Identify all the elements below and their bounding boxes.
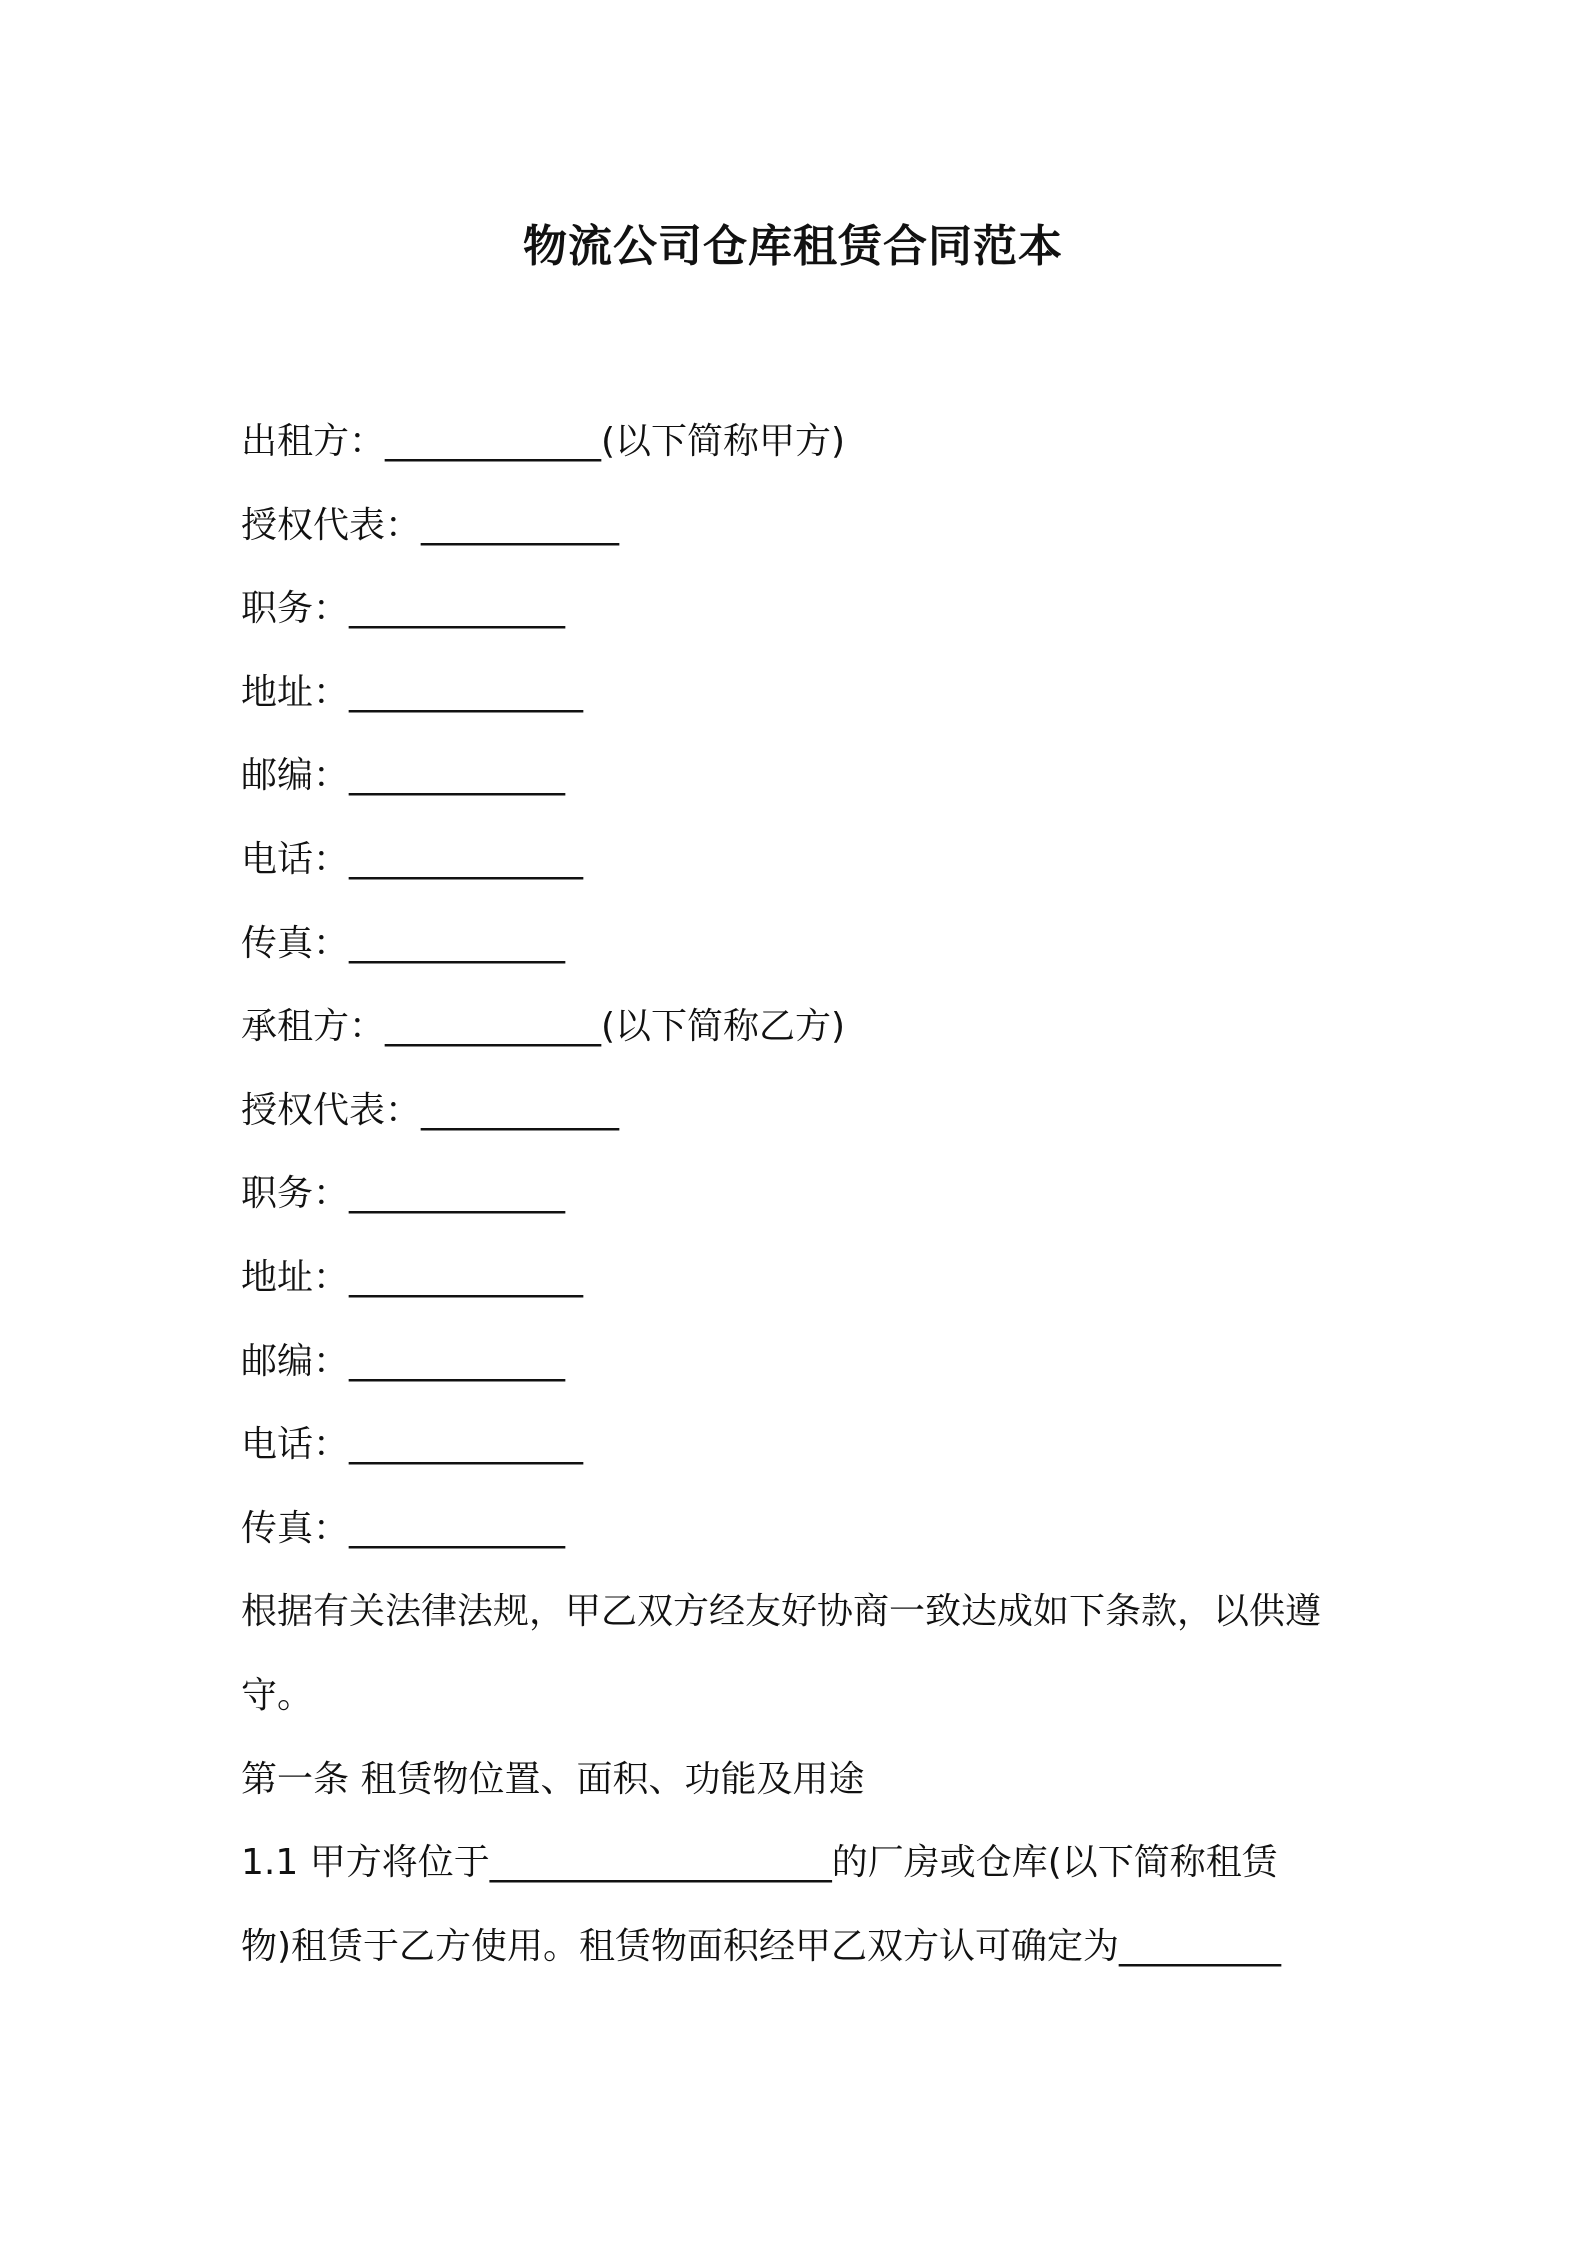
lessee-fax-line xyxy=(241,1487,1357,1571)
property-location-blank[interactable]: ___________________ xyxy=(489,1842,832,1884)
clause-1-1-line-2-prefix: 物)租赁于乙方使用。租赁物面积经甲乙双方认可确定为 xyxy=(241,1925,1120,1967)
document-title: 物流公司仓库租赁合同范本 xyxy=(523,221,1063,272)
lessor-party-label: 出租方： xyxy=(241,421,386,462)
clause-1-1-line-1 xyxy=(241,1821,1357,1905)
clause-1-1-line-2 xyxy=(241,1905,1357,1989)
lessor-phone-blank[interactable]: _____________ xyxy=(349,838,584,880)
lessee-postcode-blank[interactable]: ____________ xyxy=(349,1340,566,1382)
lessor-party-line xyxy=(241,400,1357,484)
lessee-phone-line xyxy=(241,1403,1357,1487)
lessor-party-blank[interactable]: ____________ xyxy=(385,421,602,462)
lessee-representative-blank[interactable]: ___________ xyxy=(421,1089,620,1131)
lessee-party-suffix: (以下简称乙方) xyxy=(601,1006,846,1048)
document-body xyxy=(241,400,1357,1988)
lessor-phone-line xyxy=(241,818,1357,902)
property-area-blank[interactable]: _________ xyxy=(1119,1925,1282,1967)
clause-1-1-prefix: 1.1 甲方将位于 xyxy=(241,1842,490,1884)
lessee-address-blank[interactable]: _____________ xyxy=(349,1256,584,1298)
lessor-address-line xyxy=(241,651,1357,735)
lessor-fax-label: 传真： xyxy=(241,922,350,964)
preamble-line-1: 根据有关法律法规，甲乙双方经友好协商一致达成如下条款，以供遵 xyxy=(241,1591,1322,1633)
lessee-position-line xyxy=(241,1152,1357,1236)
lessee-fax-label: 传真： xyxy=(241,1507,350,1549)
lessor-postcode-label: 邮编： xyxy=(241,755,350,797)
lessor-position-label: 职务： xyxy=(241,588,350,630)
lessor-fax-blank[interactable]: ____________ xyxy=(349,922,566,964)
lessor-postcode-blank[interactable]: ____________ xyxy=(349,755,566,797)
lessee-phone-blank[interactable]: _____________ xyxy=(349,1424,584,1466)
preamble-line-2: 守。 xyxy=(241,1674,314,1716)
lessee-party-line xyxy=(241,985,1357,1069)
article-1-heading: 第一条 租赁物位置、面积、功能及用途 xyxy=(241,1758,865,1800)
lessor-party-suffix: (以下简称甲方) xyxy=(601,421,846,462)
lessee-fax-blank[interactable]: ____________ xyxy=(349,1507,566,1549)
lessee-postcode-label: 邮编： xyxy=(241,1340,350,1382)
lessor-address-blank[interactable]: _____________ xyxy=(349,671,584,713)
lessee-representative-label: 授权代表： xyxy=(241,1089,422,1131)
lessee-address-label: 地址： xyxy=(241,1256,350,1298)
lessee-address-line xyxy=(241,1236,1357,1320)
lessor-representative-blank[interactable]: ___________ xyxy=(421,504,620,546)
lessor-position-line xyxy=(241,567,1357,651)
lessee-representative-line xyxy=(241,1069,1357,1153)
lessee-postcode-line xyxy=(241,1320,1357,1404)
lessor-phone-label: 电话： xyxy=(241,838,350,880)
lessee-position-label: 职务： xyxy=(241,1173,350,1215)
lessee-party-blank[interactable]: ____________ xyxy=(385,1006,602,1048)
lessor-representative-line xyxy=(241,484,1357,568)
lessor-postcode-line xyxy=(241,734,1357,818)
lessor-address-label: 地址： xyxy=(241,671,350,713)
clause-1-1-suffix: 的厂房或仓库(以下简称租赁 xyxy=(831,1842,1278,1884)
lessor-representative-label: 授权代表： xyxy=(241,504,422,546)
lessor-fax-line xyxy=(241,902,1357,986)
lessor-position-blank[interactable]: ____________ xyxy=(349,588,566,630)
lessee-party-label: 承租方： xyxy=(241,1006,386,1048)
lessee-phone-label: 电话： xyxy=(241,1424,350,1466)
lessee-position-blank[interactable]: ____________ xyxy=(349,1173,566,1215)
